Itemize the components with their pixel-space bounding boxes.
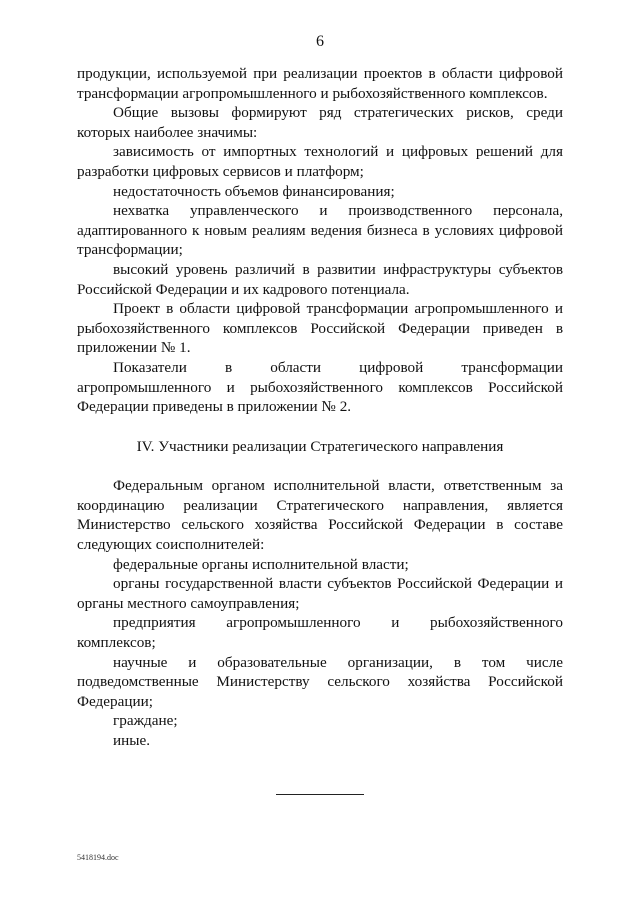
paragraph: нехватка управленческого и производственного персонала, адаптированного к новым реалиям ведения бизнеса в условиях цифровой трансформации; [77, 202, 563, 259]
separator-line [276, 794, 364, 795]
paragraph: федеральные органы исполнительной власти; [113, 555, 409, 573]
paragraphs-after [77, 476, 563, 750]
paragraph: предприятия агропромышленного и рыбохозяйственного комплексов; [77, 614, 563, 652]
paragraph: граждане; [113, 712, 178, 730]
paragraph: Общие вызовы формируют ряд стратегических рисков, среди которых наиболее значимы: [77, 104, 563, 141]
paragraph: Федеральным органом исполнительной власти, ответственным за координацию реализации Стратегического направления, является Министерство сельского хозяйства Российской Федерации в составе следующих соисполнителей: [77, 477, 563, 554]
document-body [77, 64, 563, 751]
paragraph: научные и образовательные организации, в том числе подведомственные Министерству сельского хозяйства Российской Федерации; [77, 653, 563, 710]
paragraphs-before [77, 64, 563, 417]
paragraph: недостаточность объемов финансирования; [113, 182, 395, 200]
section-heading: IV. Участники реализации Стратегического направления [136, 437, 504, 455]
paragraph: Показатели в области цифровой трансформации агропромышленного и рыбохозяйственного комплексов Российской Федерации приведены в приложении № 2. [77, 358, 563, 416]
paragraph: высокий уровень различий в развитии инфраструктуры субъектов Российской Федерации и их кадрового потенциала. [77, 260, 563, 298]
page-number: 6 [316, 33, 324, 50]
paragraph: органы государственной власти субъектов Российской Федерации и органы местного самоуправления; [77, 575, 563, 612]
paragraph: зависимость от импортных технологий и цифровых решений для разработки цифровых сервисов и платформ; [77, 143, 563, 180]
file-label: 5418194.doc [77, 853, 119, 862]
paragraph: продукции, используемой при реализации проектов в области цифровой трансформации агропромышленного и рыбохозяйственного комплексов. [77, 65, 563, 102]
paragraph: иные. [113, 732, 150, 749]
paragraph: Проект в области цифровой трансформации агропромышленного и рыбохозяйственного комплексов Российской Федерации приведен в приложении № 1. [77, 300, 563, 357]
